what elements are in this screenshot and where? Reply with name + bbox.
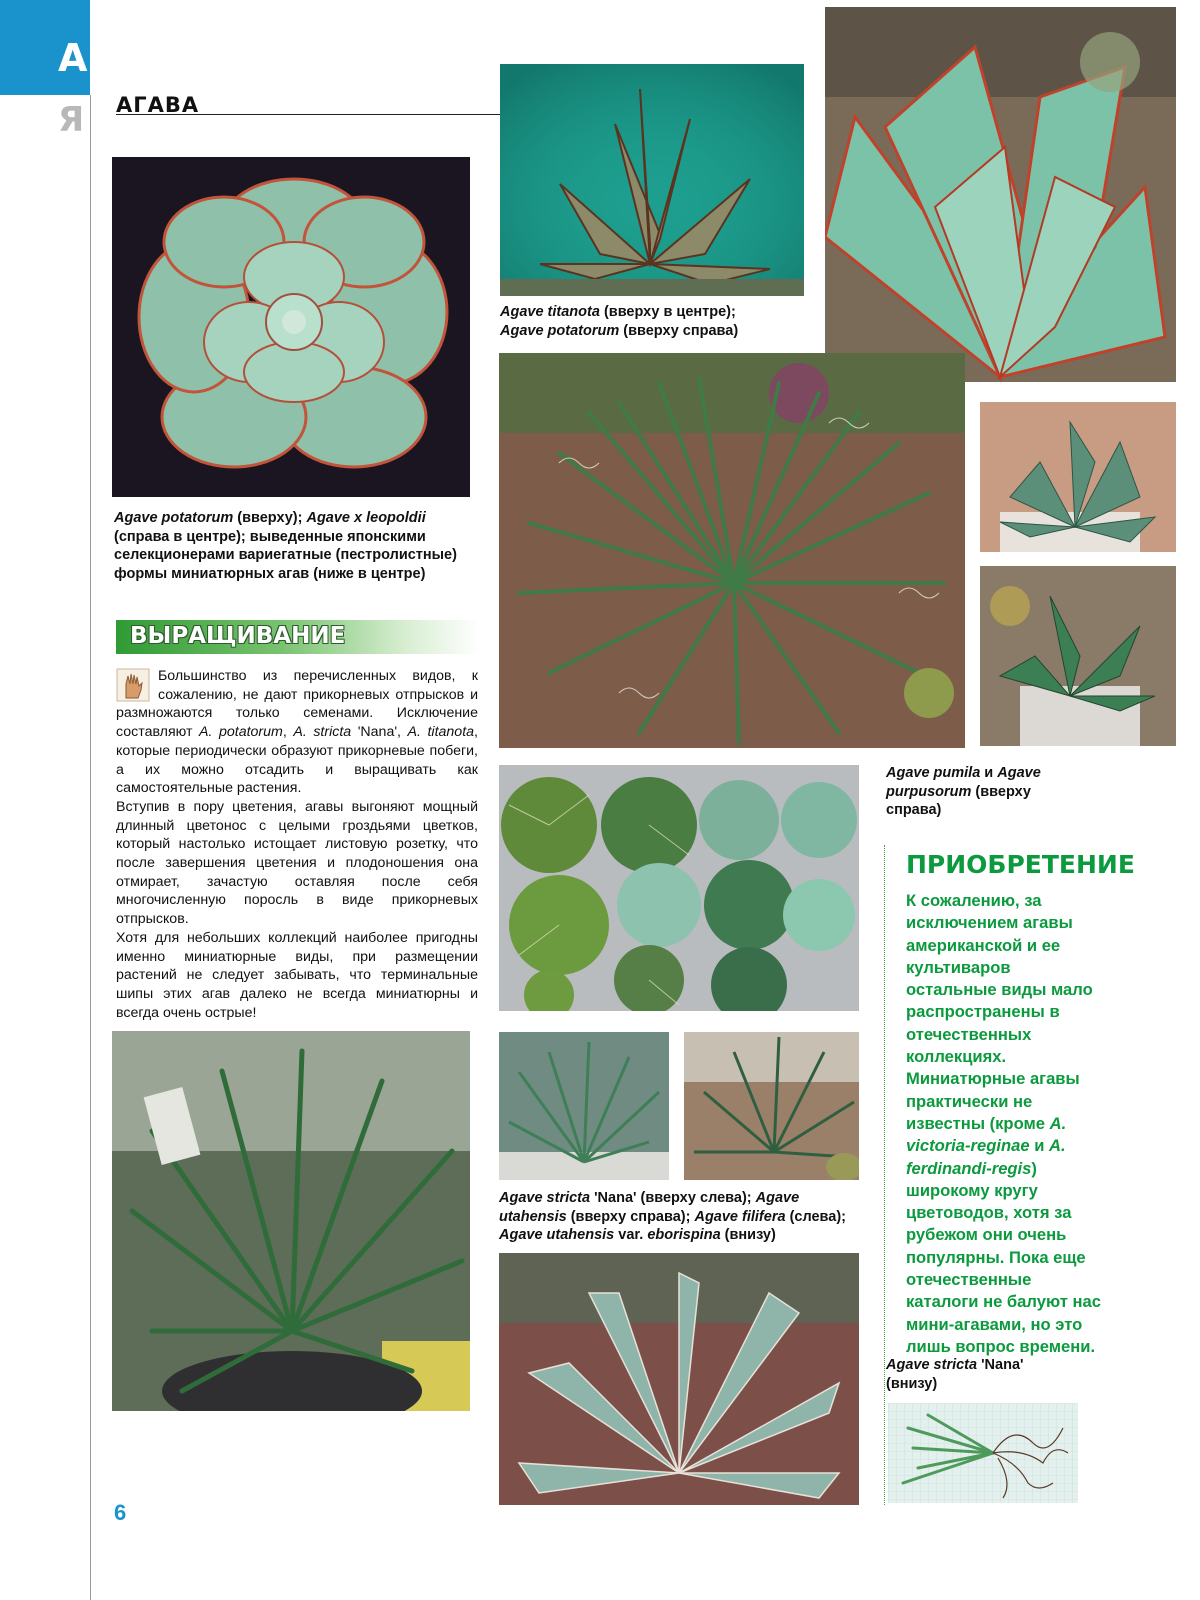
sidebar-rule xyxy=(884,845,885,1505)
caption-right-bottom: Agave stricta 'Nana' (внизу) xyxy=(886,1357,1024,1392)
section-title-cultivation: ВЫРАЩИВАНИЕ xyxy=(130,623,346,649)
photo-agave-stricta-nana xyxy=(499,1032,669,1180)
page-number: 6 xyxy=(114,1500,127,1525)
photo-agave-filifera-pot xyxy=(112,1031,470,1411)
caption-top-center: Agave titanota (вверху в центре); Agave potatorum (вверху справа) xyxy=(500,304,739,339)
caption-right-mid: Agave pumila и Agave purpusorum (вверху справа) xyxy=(886,765,1041,818)
photo-agave-titanota xyxy=(500,64,804,296)
margin-divider xyxy=(90,95,91,1600)
cultivation-paragraphs xyxy=(116,667,478,1022)
photo-agave-collection-tray xyxy=(499,765,859,1011)
hand-icon xyxy=(116,668,150,702)
cultivation-text xyxy=(116,667,478,1022)
header-rule xyxy=(116,114,510,115)
page-title: АГАВА xyxy=(116,93,200,117)
paragraph: Большинство из перечисленных видов, к сожалению, не дают прикорневых отпрысков и размножаются только семенами. Исключение составляют A. potatorum, A. stricta 'Nana', A. titanota, которые периодически образуют прикорневые побеги, а их можно отсадить и выращивать как самостоятельные растения. xyxy=(116,668,478,797)
index-letter-inactive: Я xyxy=(58,100,85,140)
photo-agave-purpusorum xyxy=(980,566,1176,746)
purchase-text: К сожалению, за исключением агавы американской и ее культиваров остальные виды мало распространены в отечественных коллекциях. Миниатюрные агавы практически не известны (кроме A. victoria-reginae и A. ferdinandi-regis) широкому кругу цветоводов, хотя за рубежом они очень популярны. Пока еще отечественные каталоги не балуют нас мини-агавами, но это лишь вопрос времени. xyxy=(906,891,1101,1356)
photo-agave-filifera xyxy=(499,353,965,748)
paragraph: Вступив в пору цветения, агавы выгоняют мощный длинный цветонос с целыми гроздьями цветков, который настолько истощает листовую розетку, что после завершения цветения и плодоношения она отмирает, зачастую оставляя после себя многочисленную поросль в виде прикорневых отпрысков. xyxy=(116,798,478,928)
section-title-purchase: ПРИОБРЕТЕНИЕ xyxy=(906,850,1135,879)
caption-top-left: Agave potatorum (вверху); Agave x leopoldii (справа в центре); выведенные японскими селекционерами вариегатные (пестролистные) формы миниатюрных агав (ниже в центре) xyxy=(114,510,457,582)
paragraph: Хотя для небольших коллекций наиболее пригодны именно миниатюрные виды, при размещении растений не следует забывать, что терминальные шипы этих агав далеко не всегда миниатюрны и всегда очень острые! xyxy=(116,929,478,1021)
photo-agave-potatorum-rosette xyxy=(112,157,470,497)
photo-agave-pumila xyxy=(980,402,1176,552)
photo-agave-utahensis-eborispina xyxy=(499,1253,859,1505)
photo-agave-stricta-nana-roots xyxy=(888,1403,1078,1503)
index-letter-active: А xyxy=(58,36,88,80)
photo-agave-utahensis xyxy=(684,1032,859,1180)
photo-agave-potatorum-closeup xyxy=(825,7,1176,382)
caption-center-bottom: Agave stricta 'Nana' (вверху слева); Agave utahensis (вверху справа); Agave filifera (слева); Agave utahensis var. eborispina (внизу) xyxy=(499,1190,846,1243)
